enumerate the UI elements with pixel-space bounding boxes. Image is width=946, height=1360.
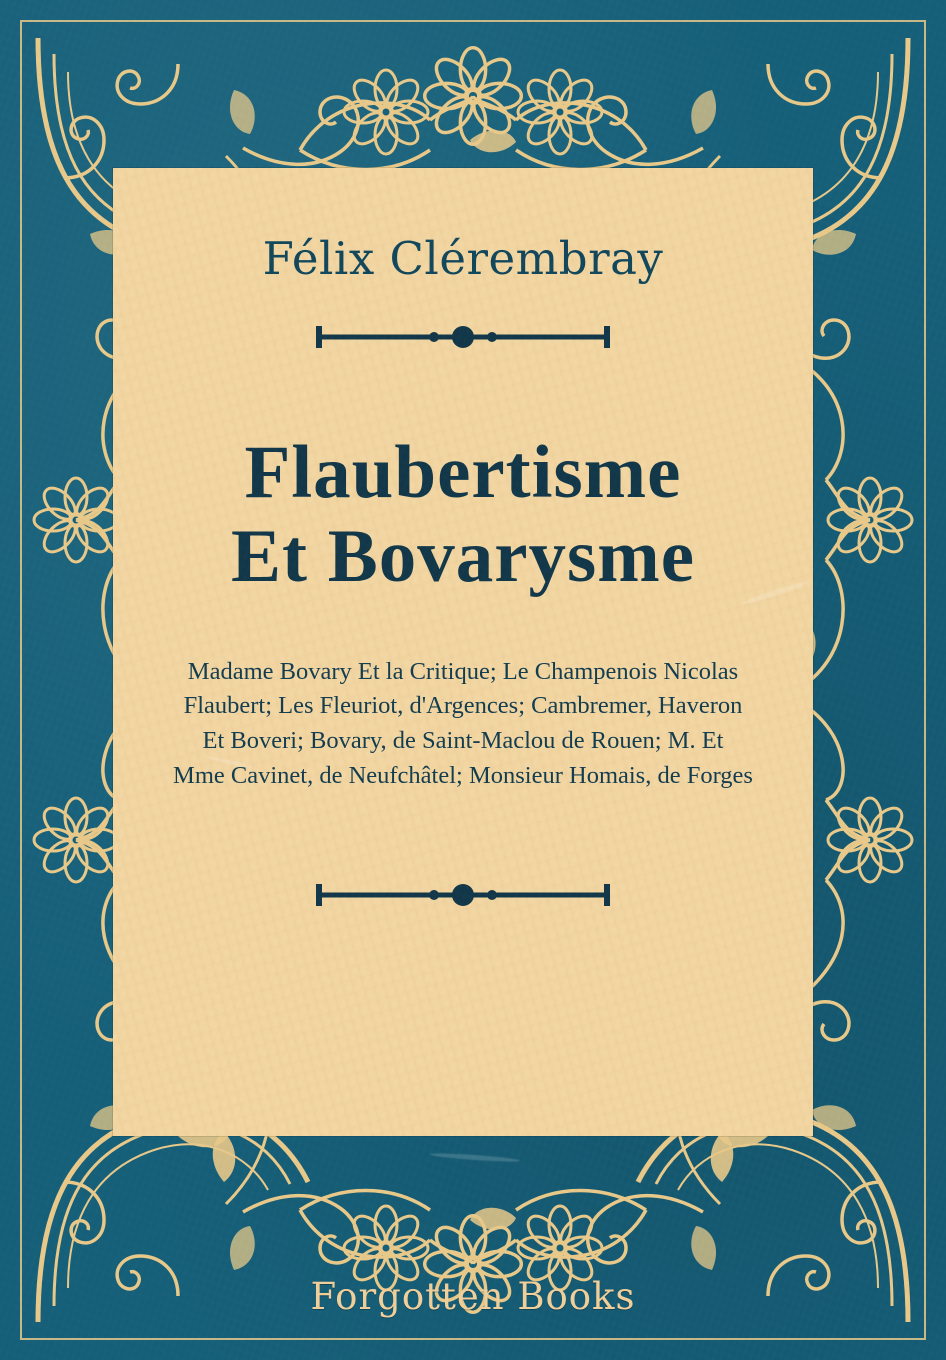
subtitle-line-4: Mme Cavinet, de Neufchâtel; Monsieur Homais, de Forges	[173, 761, 753, 789]
title-line-1: Flaubertisme	[244, 430, 682, 514]
subtitle-line-1: Madame Bovary Et la Critique; Le Champenois Nicolas	[187, 657, 739, 685]
page-title	[161, 431, 765, 599]
top-ornamental-divider-icon	[303, 320, 623, 354]
publisher-imprint: Forgotten Books	[310, 1275, 636, 1318]
cover-panel	[113, 168, 813, 1136]
title-line-2: Et Bovarysme	[230, 514, 695, 598]
author-name: Félix Clérembray	[262, 232, 664, 285]
bottom-ornamental-divider-icon	[303, 878, 623, 912]
subtitle	[163, 655, 763, 794]
subtitle-line-2: Flaubert; Les Fleuriot, d'Argences; Cambremer, Haveron	[183, 692, 743, 720]
subtitle-line-3: Et Boveri; Bovary, de Saint-Maclou de Rouen; M. Et	[202, 727, 724, 755]
